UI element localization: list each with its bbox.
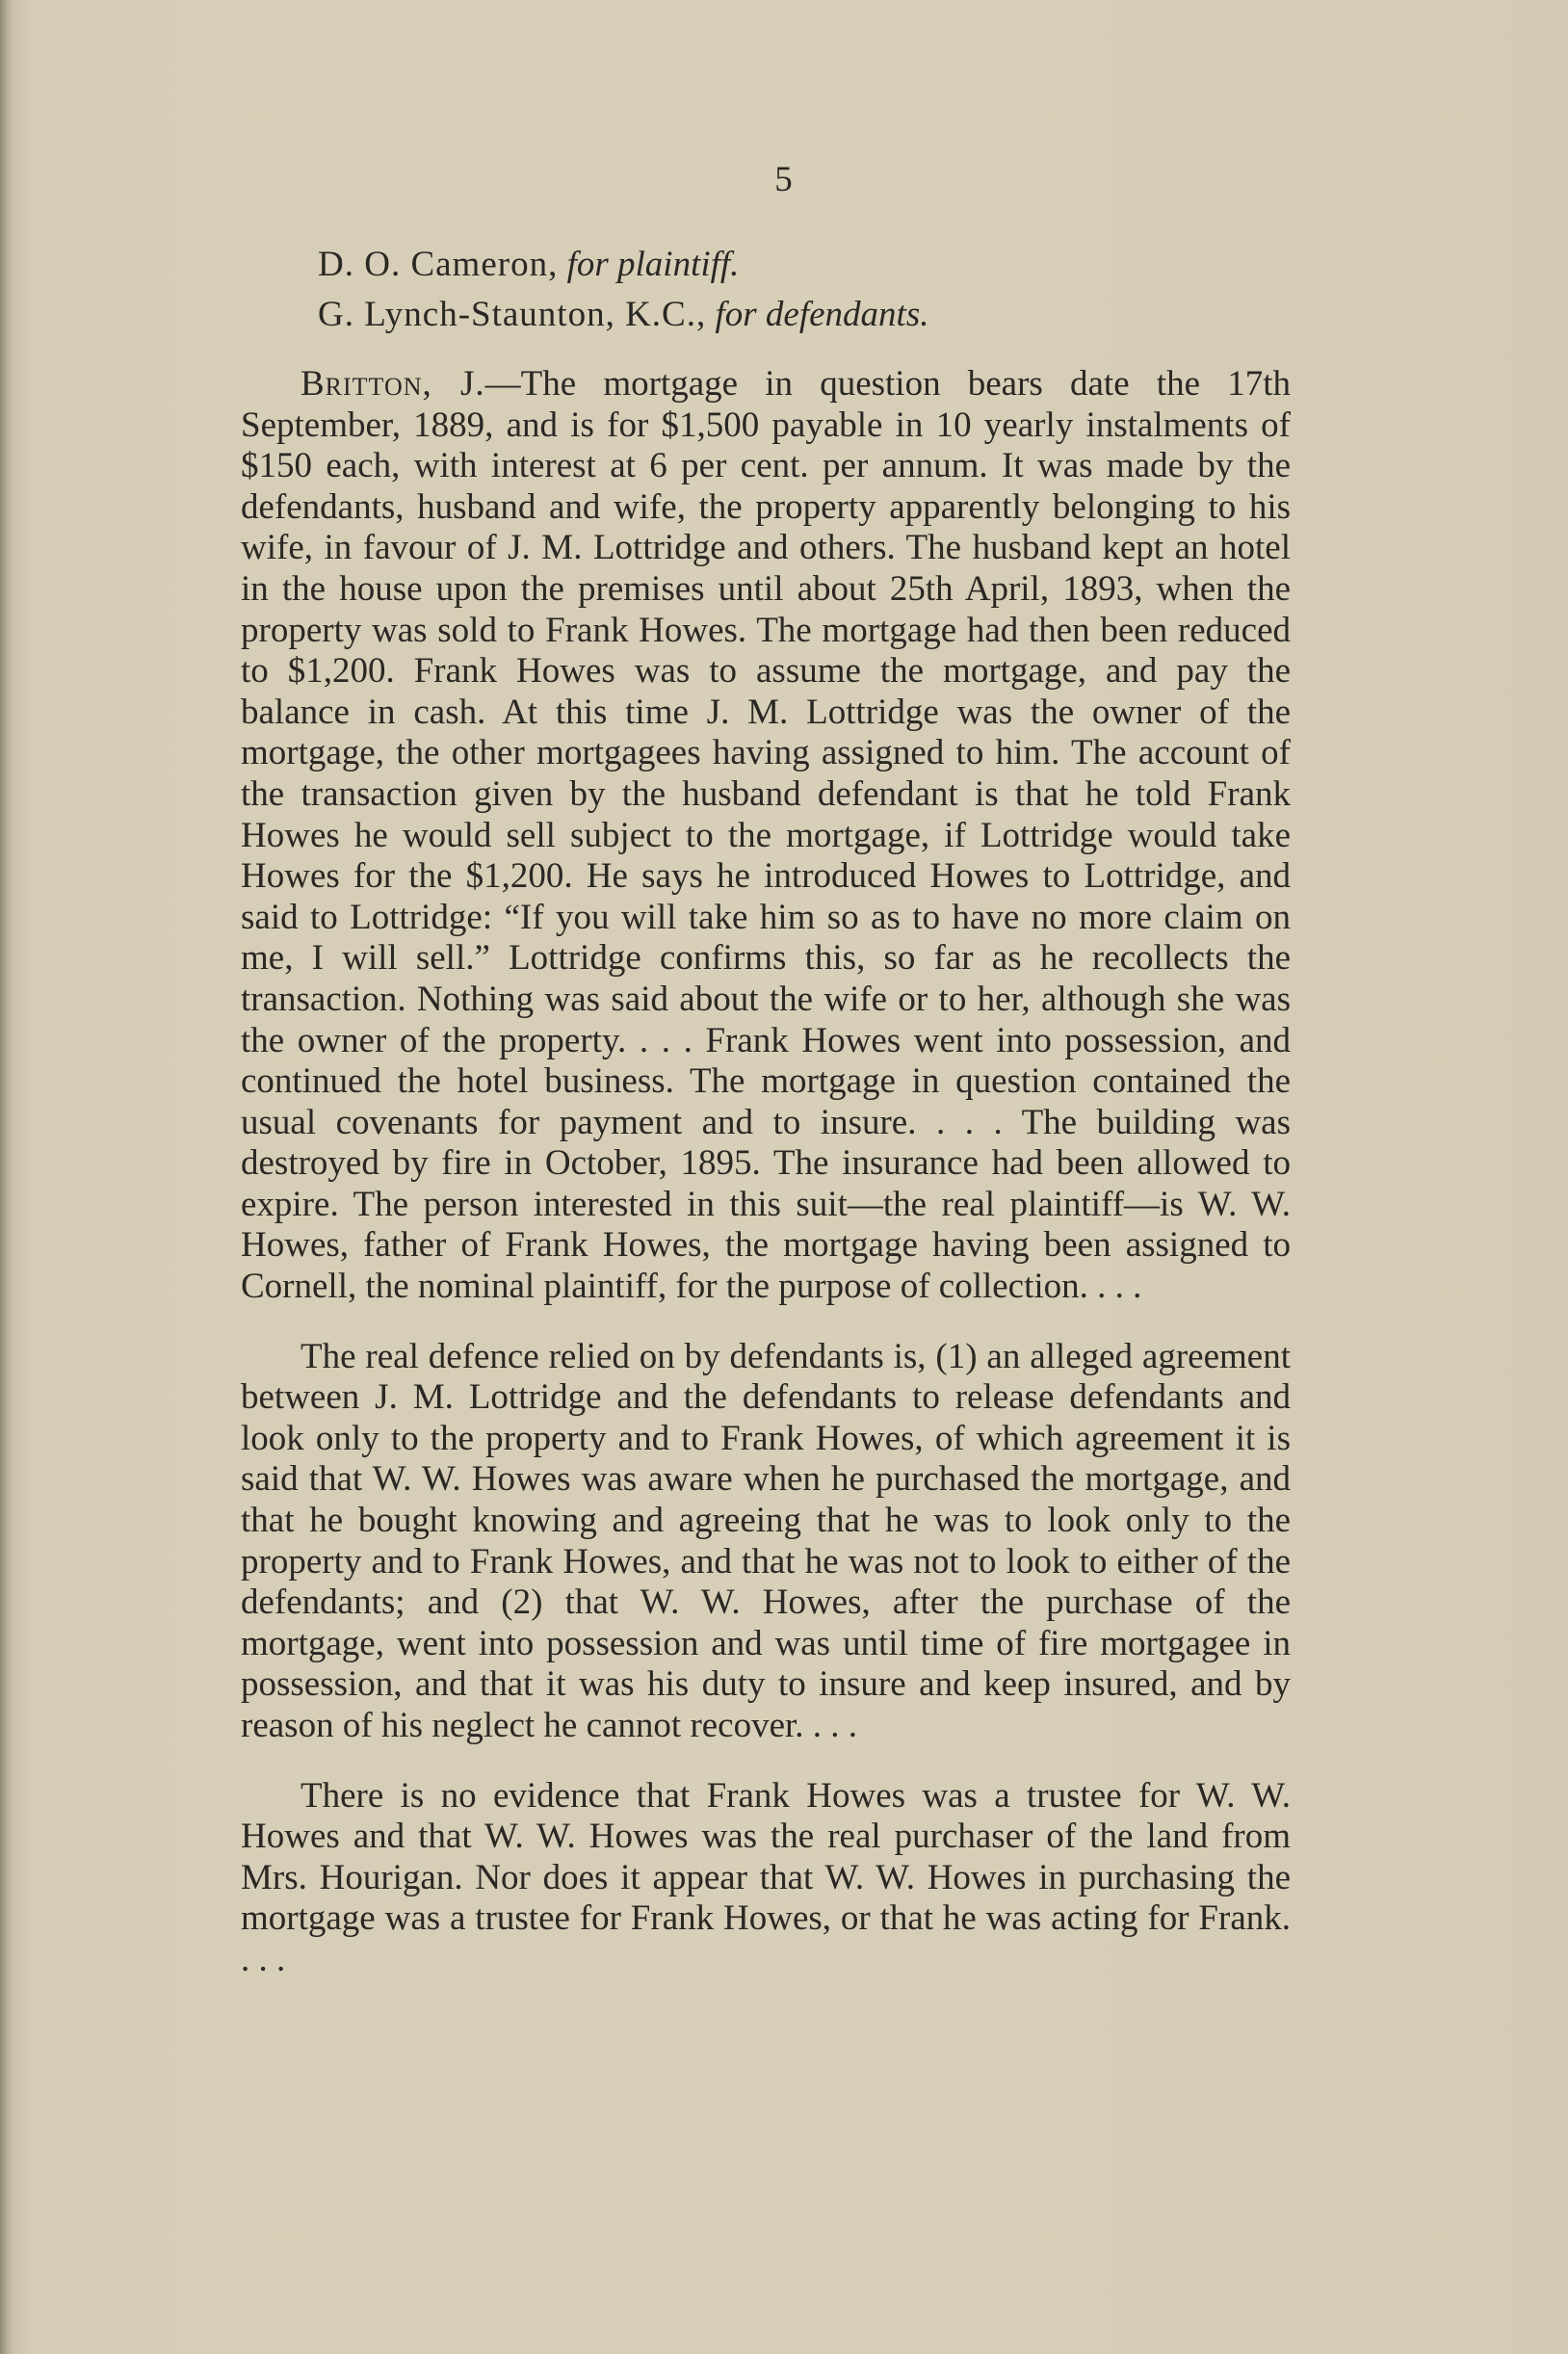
paragraph-text: —The mortgage in question bears date the 17th September, 1889, and is for $1,500 payable in 10 yearly instalments of $150 each, with interest at 6 per cent. per annum. It was made by the defendants, husband and wife, the property apparently belonging to his wife, in favour of J. M. Lottridge and others. The husband kept an hotel in the house upon the premises until about 25th April, 1893, when the property was sold to Frank Howes. The mortgage had then been reduced to $1,200. Frank Howes was to assume the mortgage, and pay the balance in cash. At this time J. M. Lottridge was the owner of the mortgage, the other mortgagees having assigned to him. The account of the transaction given by the husband defendant is that he told Frank Howes he would sell subject to the mortgage, if Lottridge would take Howes for the $1,200. He says he introduced Howes to Lottridge, and said to Lottridge: “If you will take him so as to have no more claim on me, I will sell.” Lottridge confirms this, so far as he recollects the transaction. Nothing was said about the wife or to her, although she was the owner of the property. . . . Frank Howes went into possession, and continued the hotel business. The mortgage in question contained the usual covenants for payment and to insure. . . . The building was destroyed by fire in October, 1895. The insurance had been allowed to expire. The person interested in this suit—the real plaintiff—is W. W. Howes, father of Frank Howes, the mortgage having been assigned to Cornell, the nominal plaintiff, for the purpose of collection. . . . xyxy=(241,364,1291,1307)
counsel-role: for defendants. xyxy=(706,295,929,334)
counsel-line-plaintiff xyxy=(318,244,739,285)
judge-name: Britton, J. xyxy=(301,364,485,404)
paragraph-text: There is no evidence that Frank Howes was a trustee for W. W. Howes and that W. W. Howes was the real purchaser of the land from Mrs. Hourigan. Nor does it appear that W. W. Howes in purchasing the mortgage was a trustee for Frank Howes, or that he was acting for Frank. . . . xyxy=(241,1775,1291,1979)
judgment-body xyxy=(241,364,1291,1981)
judgment-paragraph-2 xyxy=(241,1337,1291,1747)
judgment-paragraph-1 xyxy=(241,364,1291,1308)
counsel-name: G. Lynch-Staunton, K.C., xyxy=(318,295,707,334)
judgment-paragraph-3 xyxy=(241,1776,1291,1981)
page-edge-shadow xyxy=(0,0,13,2354)
counsel-role: for plaintiff. xyxy=(558,245,740,284)
paragraph-text: The real defence relied on by defendants is, (1) an alleged agreement between J. M. Lottridge and the defendants to release defendants and look only to the property and to Frank Howes, of which agreement it is said that W. W. Howes was aware when he purchased the mortgage, and that he bought knowing and agreeing that he was to look only to the property and to Frank Howes, and that he was not to look to either of the defendants; and (2) that W. W. Howes, after the purchase of the mortgage, went into possession and was until time of fire mortgagee in possession, and that it was his duty to insure and keep insured, and by reason of his neglect he cannot recover. . . . xyxy=(241,1336,1291,1745)
counsel-line-defendants xyxy=(318,294,928,335)
page-number: 5 xyxy=(774,160,794,199)
counsel-name: D. O. Cameron, xyxy=(318,245,559,284)
